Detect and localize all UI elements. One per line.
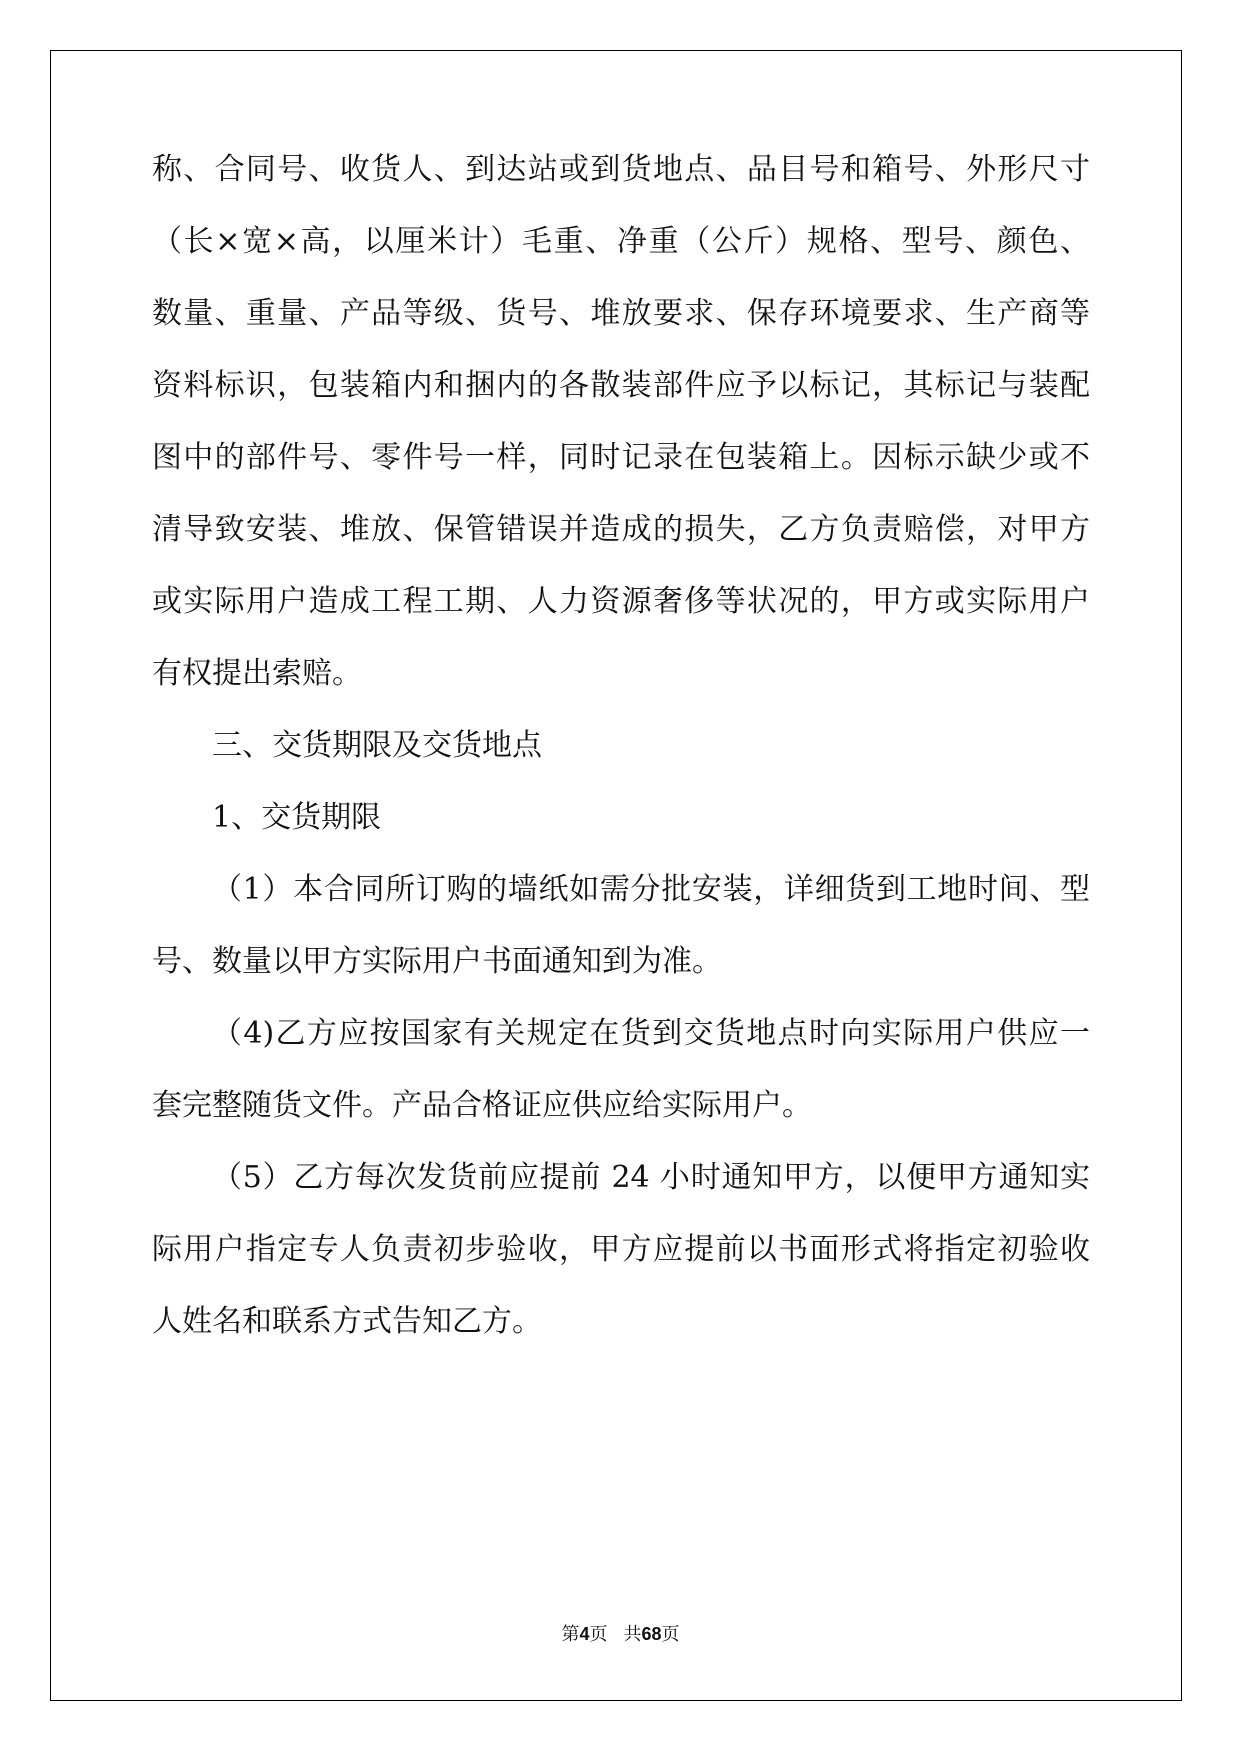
text-line: 人姓名和联系方式告知乙方。 [152, 1304, 542, 1339]
text-line: （长×宽×高，以厘米计）毛重、净重（公斤）规格、型号、颜色、 [152, 224, 1090, 259]
current-page-number: 4 [579, 1624, 590, 1644]
text-line: 清导致安装、堆放、保管错误并造成的损失，乙方负责赔偿，对甲方 [152, 512, 1090, 547]
text-line: 称、合同号、收货人、到达站或到货地点、品目号和箱号、外形尺寸 [152, 152, 1090, 187]
text-line: 或实际用户造成工程工期、人力资源奢侈等状况的，甲方或实际用户 [152, 584, 1090, 619]
footer-prefix: 第 [561, 1624, 580, 1645]
section-heading: 三、交货期限及交货地点 [212, 728, 542, 763]
text-line: 际用户指定专人负责初步验收，甲方应提前以书面形式将指定初验收 [152, 1232, 1090, 1267]
text-line: （1）本合同所订购的墙纸如需分批安装，详细货到工地时间、型 [212, 872, 1090, 907]
text-line: 资料标识，包装箱内和捆内的各散装部件应予以标记，其标记与装配 [152, 368, 1090, 403]
text-line: （4)乙方应按国家有关规定在货到交货地点时向实际用户供应一 [212, 1016, 1090, 1051]
subsection-heading: 1、交货期限 [212, 800, 382, 835]
text-line: （5）乙方每次发货前应提前 24 小时通知甲方，以便甲方通知实 [212, 1160, 1090, 1195]
footer-page-unit: 页 [589, 1624, 608, 1645]
total-page-count: 68 [641, 1624, 662, 1644]
text-line: 套完整随货文件。产品合格证应供应给实际用户。 [152, 1088, 812, 1123]
text-line: 数量、重量、产品等级、货号、堆放要求、保存环境要求、生产商等 [152, 296, 1090, 331]
page-footer [0, 1622, 1241, 1647]
text-line: 号、数量以甲方实际用户书面通知到为准。 [152, 944, 722, 979]
footer-total-unit: 页 [661, 1624, 680, 1645]
text-line: 图中的部件号、零件号一样，同时记录在包装箱上。因标示缺少或不 [152, 440, 1090, 475]
footer-total-prefix: 共 [623, 1624, 642, 1645]
text-line: 有权提出索赔。 [152, 656, 362, 691]
